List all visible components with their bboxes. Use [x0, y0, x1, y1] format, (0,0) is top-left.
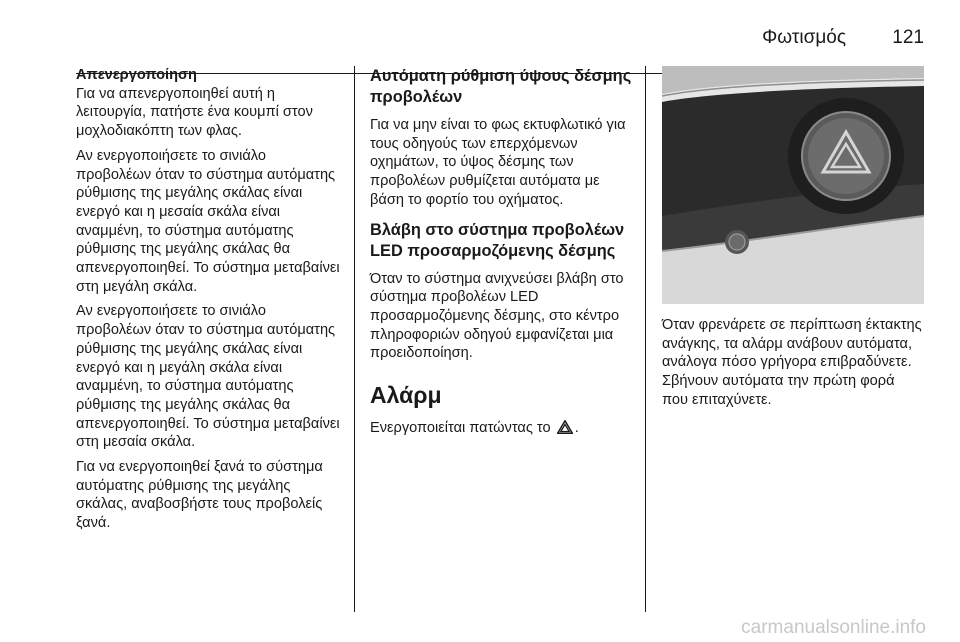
heading-hazard: Αλάρμ — [370, 382, 442, 409]
deactivation-text: Για να απενεργοποιηθεί αυτή η λειτουργία, πατήστε ένα κουμπί στον μοχλοδιακόπτη των φλας. — [76, 85, 313, 140]
deactivation-block — [76, 66, 344, 141]
text-auto-leveling: Για να μην είναι το φως εκτυφλωτικό για τους οδηγούς των επερχόμενων οχημάτων, το ύψος δέσμης των προβολέων ρυθμίζεται αυτόματα με βάση το φορτίο του οχήματος. — [370, 117, 626, 208]
hazard-text-before: Ενεργοποιείται πατώντας το — [370, 420, 551, 437]
footer-watermark: carmanualsonline.info — [741, 617, 926, 638]
page-header — [76, 26, 924, 52]
left-column — [76, 66, 344, 539]
heading-auto-leveling: Αυτόματη ρύθμιση ύψους δέσμης προβολέων — [370, 67, 632, 106]
page-number: 121 — [892, 27, 924, 48]
middle-column — [370, 66, 634, 444]
hazard-text-after: . — [574, 420, 579, 437]
text-hazard-activation — [370, 419, 634, 438]
text-led-fault: Όταν το σύστημα ανιχνεύσει βλάβη στο σύστημα προβολέων LED προσαρμοζόμενης δέσμης, στο κέντρο πληροφοριών οδηγού εμφανίζεται μια προειδοποίηση. — [370, 270, 624, 362]
heading-led-fault: Βλάβη στο σύστημα προβολέων LED προσαρμοζόμενης δέσμης — [370, 220, 625, 260]
hazard-triangle-icon — [557, 420, 573, 434]
paragraph-flash-highbeam: Αν ενεργοποιήσετε το σινιάλο προβολέων όταν το σύστημα αυτόματης ρύθμισης της μεγάλης σκάλας είναι ενεργό και η μεγάλη σκάλα είναι αναμμένη, το σύστημα αυτόματης ρύθμισης της μεγάλης σκάλας θα απενεργοποιηθεί. Το σύστημα μεταβαίνει στη μεσαία σκάλα. — [76, 303, 340, 451]
hazard-button-illustration — [662, 66, 924, 304]
paragraph-reactivate: Για να ενεργοποιηθεί ξανά το σύστημα αυτόματης ρύθμισης της μεγάλης σκάλας, αναβοσβήστε τους προβολείς ξανά. — [76, 459, 323, 532]
section-title: Φωτισμός — [762, 27, 846, 48]
photo-caption: Όταν φρενάρετε σε περίπτωση έκτακτης ανάγκης, τα αλάρμ ανάβουν αυτόματα, ανάλογα πόσο γρήγορα επιβραδύνετε. Σβήνουν αυτόματα την πρώτη φορά που επιταχύνετε. — [662, 317, 922, 408]
hazard-button-photo — [662, 66, 924, 304]
column-divider-2 — [645, 66, 646, 612]
column-divider-1 — [354, 66, 355, 612]
paragraph-flash-midbeam: Αν ενεργοποιήσετε το σινιάλο προβολέων όταν το σύστημα αυτόματης ρύθμισης της μεγάλης σκάλας είναι ενεργό και η μεσαία σκάλα είναι αναμμένη, το σύστημα αυτόματης ρύθμισης της μεγάλης σκάλας θα απενεργοποιηθεί. Το σύστημα μεταβαίνει στη μεγάλη σκάλα. — [76, 147, 340, 295]
deactivation-heading: Απενεργοποίηση — [76, 67, 197, 83]
right-column — [662, 66, 924, 416]
